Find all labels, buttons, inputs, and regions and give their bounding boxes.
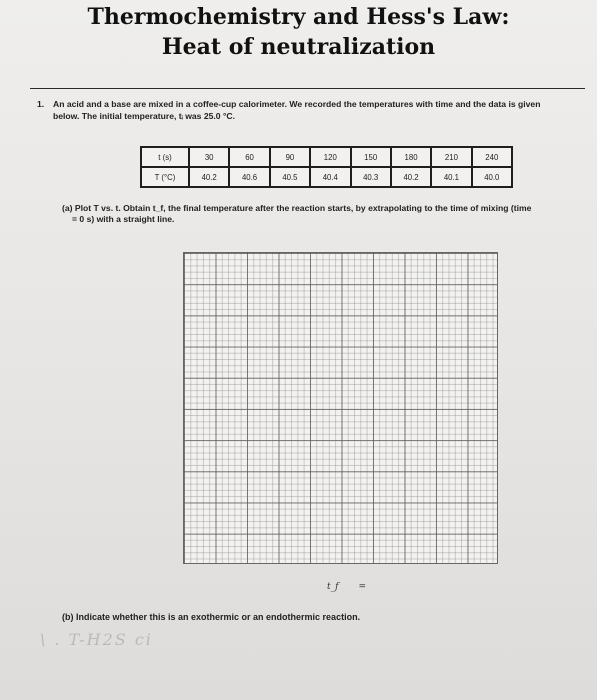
table-cell: 150 (351, 147, 391, 167)
table-cell: 40.0 (472, 167, 512, 187)
table-cell: 240 (472, 147, 512, 167)
table-cell: 180 (391, 147, 431, 167)
table-cell: 40.2 (189, 167, 229, 187)
table-cell: 40.5 (270, 167, 310, 187)
table-cell: 40.4 (310, 167, 350, 187)
equals-sign: = (358, 582, 366, 592)
table-row-time (141, 147, 512, 167)
table-cell: 40.2 (391, 167, 431, 187)
table-cell: 40.6 (229, 167, 269, 187)
page-title-line2: Heat of neutralization (161, 34, 436, 60)
question-1-line1: An acid and a base are mixed in a coffee-cup calorimeter. We recorded the temperatures with time and the data is given (53, 99, 541, 109)
page-title-line1: Thermochemistry and Hess's Law: (87, 4, 510, 30)
table-cell: 40.3 (351, 167, 391, 187)
table-cell: 60 (229, 147, 269, 167)
question-1-line2: below. The initial temperature, tᵢ was 25.0 °C. (53, 111, 235, 121)
part-a-line1: (a) Plot T vs. t. Obtain t_f, the final temperature after the reaction starts, by extrapolating to the time of mixing (time (62, 203, 532, 213)
graph-paper-grid[interactable] (183, 252, 498, 564)
title-divider (30, 88, 585, 89)
temperature-data-table (140, 146, 513, 188)
final-temperature-answer (327, 582, 366, 592)
table-cell: 40.1 (431, 167, 471, 187)
table-cell: 90 (270, 147, 310, 167)
part-a-line2: = 0 s) with a straight line. (72, 214, 175, 224)
table-cell: 30 (189, 147, 229, 167)
table-cell: 210 (431, 147, 471, 167)
row-header-temperature: T (°C) (141, 167, 189, 187)
tf-symbol: t_f (327, 582, 339, 592)
table-cell: 120 (310, 147, 350, 167)
handwritten-answer: \ . T-H2S ci (40, 630, 153, 649)
part-b: (b) Indicate whether this is an exothermic or an endothermic reaction. (62, 612, 361, 622)
question-1 (37, 98, 587, 122)
row-header-time: t (s) (141, 147, 189, 167)
part-a (62, 203, 592, 225)
question-number: 1. (37, 99, 45, 109)
table-row-temperature (141, 167, 512, 187)
